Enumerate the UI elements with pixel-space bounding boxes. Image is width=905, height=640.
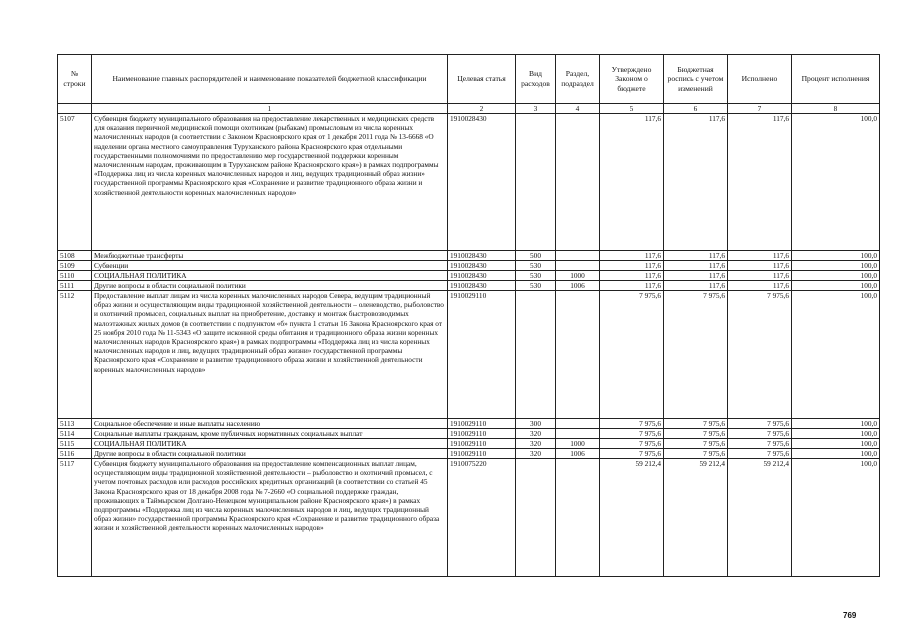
table-row — [58, 429, 880, 439]
row-executed: 7 975,6 — [728, 449, 792, 459]
row-section: 1006 — [556, 449, 600, 459]
row-approved: 117,6 — [600, 271, 664, 281]
row-percent: 100,0 — [792, 291, 880, 419]
row-percent: 100,0 — [792, 271, 880, 281]
row-section — [556, 459, 600, 577]
row-code: 5108 — [58, 251, 92, 261]
table-row — [58, 281, 880, 291]
row-code: 5117 — [58, 459, 92, 577]
column-number: 1 — [92, 104, 448, 114]
row-name: Предоставление выплат лицам из числа коренных малочисленных народов Севера, ведущим традиционный образ жизни и осуществляющим виды традиционной хозяйственной деятельности – оленеводство, рыболовство и охотничий промысел, социальных выплат на приобретение, доставку и монтаж быстровозводимых малоэтажных жилых домов (в соответствии с подпунктом «б» пункта 1 статьи 16 Закона Красноярского края от 25 ноября 2010 года № 11-5343 «О защите исконной среды обитания и традиционного образа жизни коренных малочисленных народов Красноярского края») в рамках подпрограммы «Поддержка лиц из числа коренных малочисленных народов и лиц, ведущих традиционный образ жизни» государственной программы Красноярского края «Сохранение и развитие традиционного образа жизни и хозяйственной деятельности коренных малочисленных народов» — [92, 291, 448, 419]
row-name: Межбюджетные трансферты — [92, 251, 448, 261]
row-section — [556, 429, 600, 439]
row-target: 1910028430 — [448, 261, 516, 271]
row-type — [516, 459, 556, 577]
row-schedule: 7 975,6 — [664, 449, 728, 459]
row-approved: 7 975,6 — [600, 449, 664, 459]
row-schedule: 117,6 — [664, 114, 728, 251]
row-schedule: 117,6 — [664, 261, 728, 271]
row-approved: 7 975,6 — [600, 439, 664, 449]
column-number: 3 — [516, 104, 556, 114]
row-type: 320 — [516, 439, 556, 449]
row-schedule: 117,6 — [664, 271, 728, 281]
row-percent: 100,0 — [792, 281, 880, 291]
row-section — [556, 291, 600, 419]
row-target: 1910028430 — [448, 251, 516, 261]
header-name: Наименование главных распорядителей и наименование показателей бюджетной классификации — [92, 55, 448, 104]
table-row — [58, 439, 880, 449]
row-code: 5113 — [58, 419, 92, 429]
row-code: 5109 — [58, 261, 92, 271]
page-number: 769 — [843, 611, 857, 620]
row-name: Социальное обеспечение и иные выплаты населению — [92, 419, 448, 429]
row-percent: 100,0 — [792, 459, 880, 577]
row-executed: 7 975,6 — [728, 291, 792, 419]
row-section — [556, 419, 600, 429]
row-approved: 117,6 — [600, 251, 664, 261]
row-percent: 100,0 — [792, 251, 880, 261]
row-name: СОЦИАЛЬНАЯ ПОЛИТИКА — [92, 439, 448, 449]
table-row — [58, 291, 880, 419]
row-percent: 100,0 — [792, 439, 880, 449]
column-number: 6 — [664, 104, 728, 114]
row-section: 1000 — [556, 271, 600, 281]
row-approved: 7 975,6 — [600, 419, 664, 429]
row-percent: 100,0 — [792, 261, 880, 271]
budget-table — [57, 54, 880, 577]
table-row — [58, 419, 880, 429]
header-executed: Исполнено — [728, 55, 792, 104]
row-target: 1910075220 — [448, 459, 516, 577]
row-code: 5107 — [58, 114, 92, 251]
table-row — [58, 271, 880, 281]
header-target: Целевая статья — [448, 55, 516, 104]
row-name: Другие вопросы в области социальной политики — [92, 449, 448, 459]
row-type: 530 — [516, 271, 556, 281]
row-target: 1910029110 — [448, 449, 516, 459]
row-executed: 59 212,4 — [728, 459, 792, 577]
row-section — [556, 261, 600, 271]
row-schedule: 7 975,6 — [664, 419, 728, 429]
table-row — [58, 261, 880, 271]
header-schedule: Бюджетная роспись с учетом изменений — [664, 55, 728, 104]
row-target: 1910029110 — [448, 439, 516, 449]
row-name: Субвенции — [92, 261, 448, 271]
table-row — [58, 251, 880, 261]
row-name: Социальные выплаты гражданам, кроме публичных нормативных социальных выплат — [92, 429, 448, 439]
row-code: 5115 — [58, 439, 92, 449]
row-section: 1000 — [556, 439, 600, 449]
column-number: 7 — [728, 104, 792, 114]
column-number: 4 — [556, 104, 600, 114]
row-percent: 100,0 — [792, 449, 880, 459]
column-number-row — [58, 104, 880, 114]
row-executed: 117,6 — [728, 271, 792, 281]
row-type — [516, 114, 556, 251]
row-name: СОЦИАЛЬНАЯ ПОЛИТИКА — [92, 271, 448, 281]
row-executed: 7 975,6 — [728, 429, 792, 439]
table-row — [58, 459, 880, 577]
row-code: 5112 — [58, 291, 92, 419]
row-target: 1910029110 — [448, 291, 516, 419]
row-type: 320 — [516, 429, 556, 439]
row-executed: 117,6 — [728, 281, 792, 291]
row-executed: 117,6 — [728, 251, 792, 261]
row-target: 1910029110 — [448, 429, 516, 439]
row-type: 530 — [516, 261, 556, 271]
row-target: 1910028430 — [448, 281, 516, 291]
row-target: 1910028430 — [448, 271, 516, 281]
table-header-row — [58, 55, 880, 104]
column-number: 8 — [792, 104, 880, 114]
row-percent: 100,0 — [792, 429, 880, 439]
row-target: 1910029110 — [448, 419, 516, 429]
header-type: Вид расходов — [516, 55, 556, 104]
row-name: Субвенция бюджету муниципального образования на предоставление компенсационных выплат лицам, осуществляющим виды традиционной хозяйственной деятельности – рыболовство и охотничий промысел, с учетом почтовых расходов или расходов российских кредитных организаций (в соответствии со статьей 45 Закона Красноярского края от 18 декабря 2008 года № 7-2660 «О социальной поддержке граждан, проживающих в Таймырском Долгано-Ненецком муниципальном районе Красноярского края») в рамках подпрограммы «Поддержка лиц из числа коренных малочисленных народов и лиц, ведущих традиционный образ жизни» государственной программы Красноярского края «Сохранение и развитие традиционного образа жизни и хозяйственной деятельности коренных малочисленных народов» — [92, 459, 448, 577]
row-type: 500 — [516, 251, 556, 261]
row-schedule: 7 975,6 — [664, 291, 728, 419]
header-percent: Процент исполнения — [792, 55, 880, 104]
row-section — [556, 251, 600, 261]
header-section: Раздел, подраздел — [556, 55, 600, 104]
row-schedule: 117,6 — [664, 251, 728, 261]
row-schedule: 7 975,6 — [664, 429, 728, 439]
row-executed: 117,6 — [728, 261, 792, 271]
row-code: 5114 — [58, 429, 92, 439]
row-type: 320 — [516, 449, 556, 459]
table-row — [58, 449, 880, 459]
column-number-blank — [58, 104, 92, 114]
row-approved: 59 212,4 — [600, 459, 664, 577]
header-row-no: № строки — [58, 55, 92, 104]
row-type — [516, 291, 556, 419]
row-code: 5116 — [58, 449, 92, 459]
row-schedule: 7 975,6 — [664, 439, 728, 449]
row-approved: 7 975,6 — [600, 291, 664, 419]
row-section — [556, 114, 600, 251]
row-schedule: 59 212,4 — [664, 459, 728, 577]
column-number: 5 — [600, 104, 664, 114]
row-executed: 7 975,6 — [728, 439, 792, 449]
row-name: Другие вопросы в области социальной политики — [92, 281, 448, 291]
row-executed: 117,6 — [728, 114, 792, 251]
row-type: 300 — [516, 419, 556, 429]
row-approved: 7 975,6 — [600, 429, 664, 439]
row-code: 5110 — [58, 271, 92, 281]
table-row — [58, 114, 880, 251]
row-name: Субвенция бюджету муниципального образования на предоставление лекарственных и медицинских средств для оказания первичной медицинской помощи охотникам (рыбакам) промысловым из числа коренных малочисленных народов (в соответствии с Законом Красноярского края от 1 декабря 2011 года № 13-6668 «О наделении органа местного самоуправления Туруханского района Красноярского края отдельными государственными полномочиями по предоставлению мер государственной поддержки коренным малочисленным народам, проживающим в Туруханском районе Красноярского края») в рамках подпрограммы «Поддержка лиц из числа коренных малочисленных народов и лиц, ведущих традиционный образ жизни» государственной программы Красноярского края «Сохранение и развитие традиционного образа жизни и хозяйственной деятельности коренных малочисленных народов» — [92, 114, 448, 251]
row-percent: 100,0 — [792, 419, 880, 429]
column-number: 2 — [448, 104, 516, 114]
row-approved: 117,6 — [600, 261, 664, 271]
row-approved: 117,6 — [600, 114, 664, 251]
row-target: 1910028430 — [448, 114, 516, 251]
row-section: 1006 — [556, 281, 600, 291]
row-approved: 117,6 — [600, 281, 664, 291]
row-schedule: 117,6 — [664, 281, 728, 291]
row-percent: 100,0 — [792, 114, 880, 251]
header-approved: Утверждено Законом о бюджете — [600, 55, 664, 104]
row-type: 530 — [516, 281, 556, 291]
row-code: 5111 — [58, 281, 92, 291]
row-executed: 7 975,6 — [728, 419, 792, 429]
